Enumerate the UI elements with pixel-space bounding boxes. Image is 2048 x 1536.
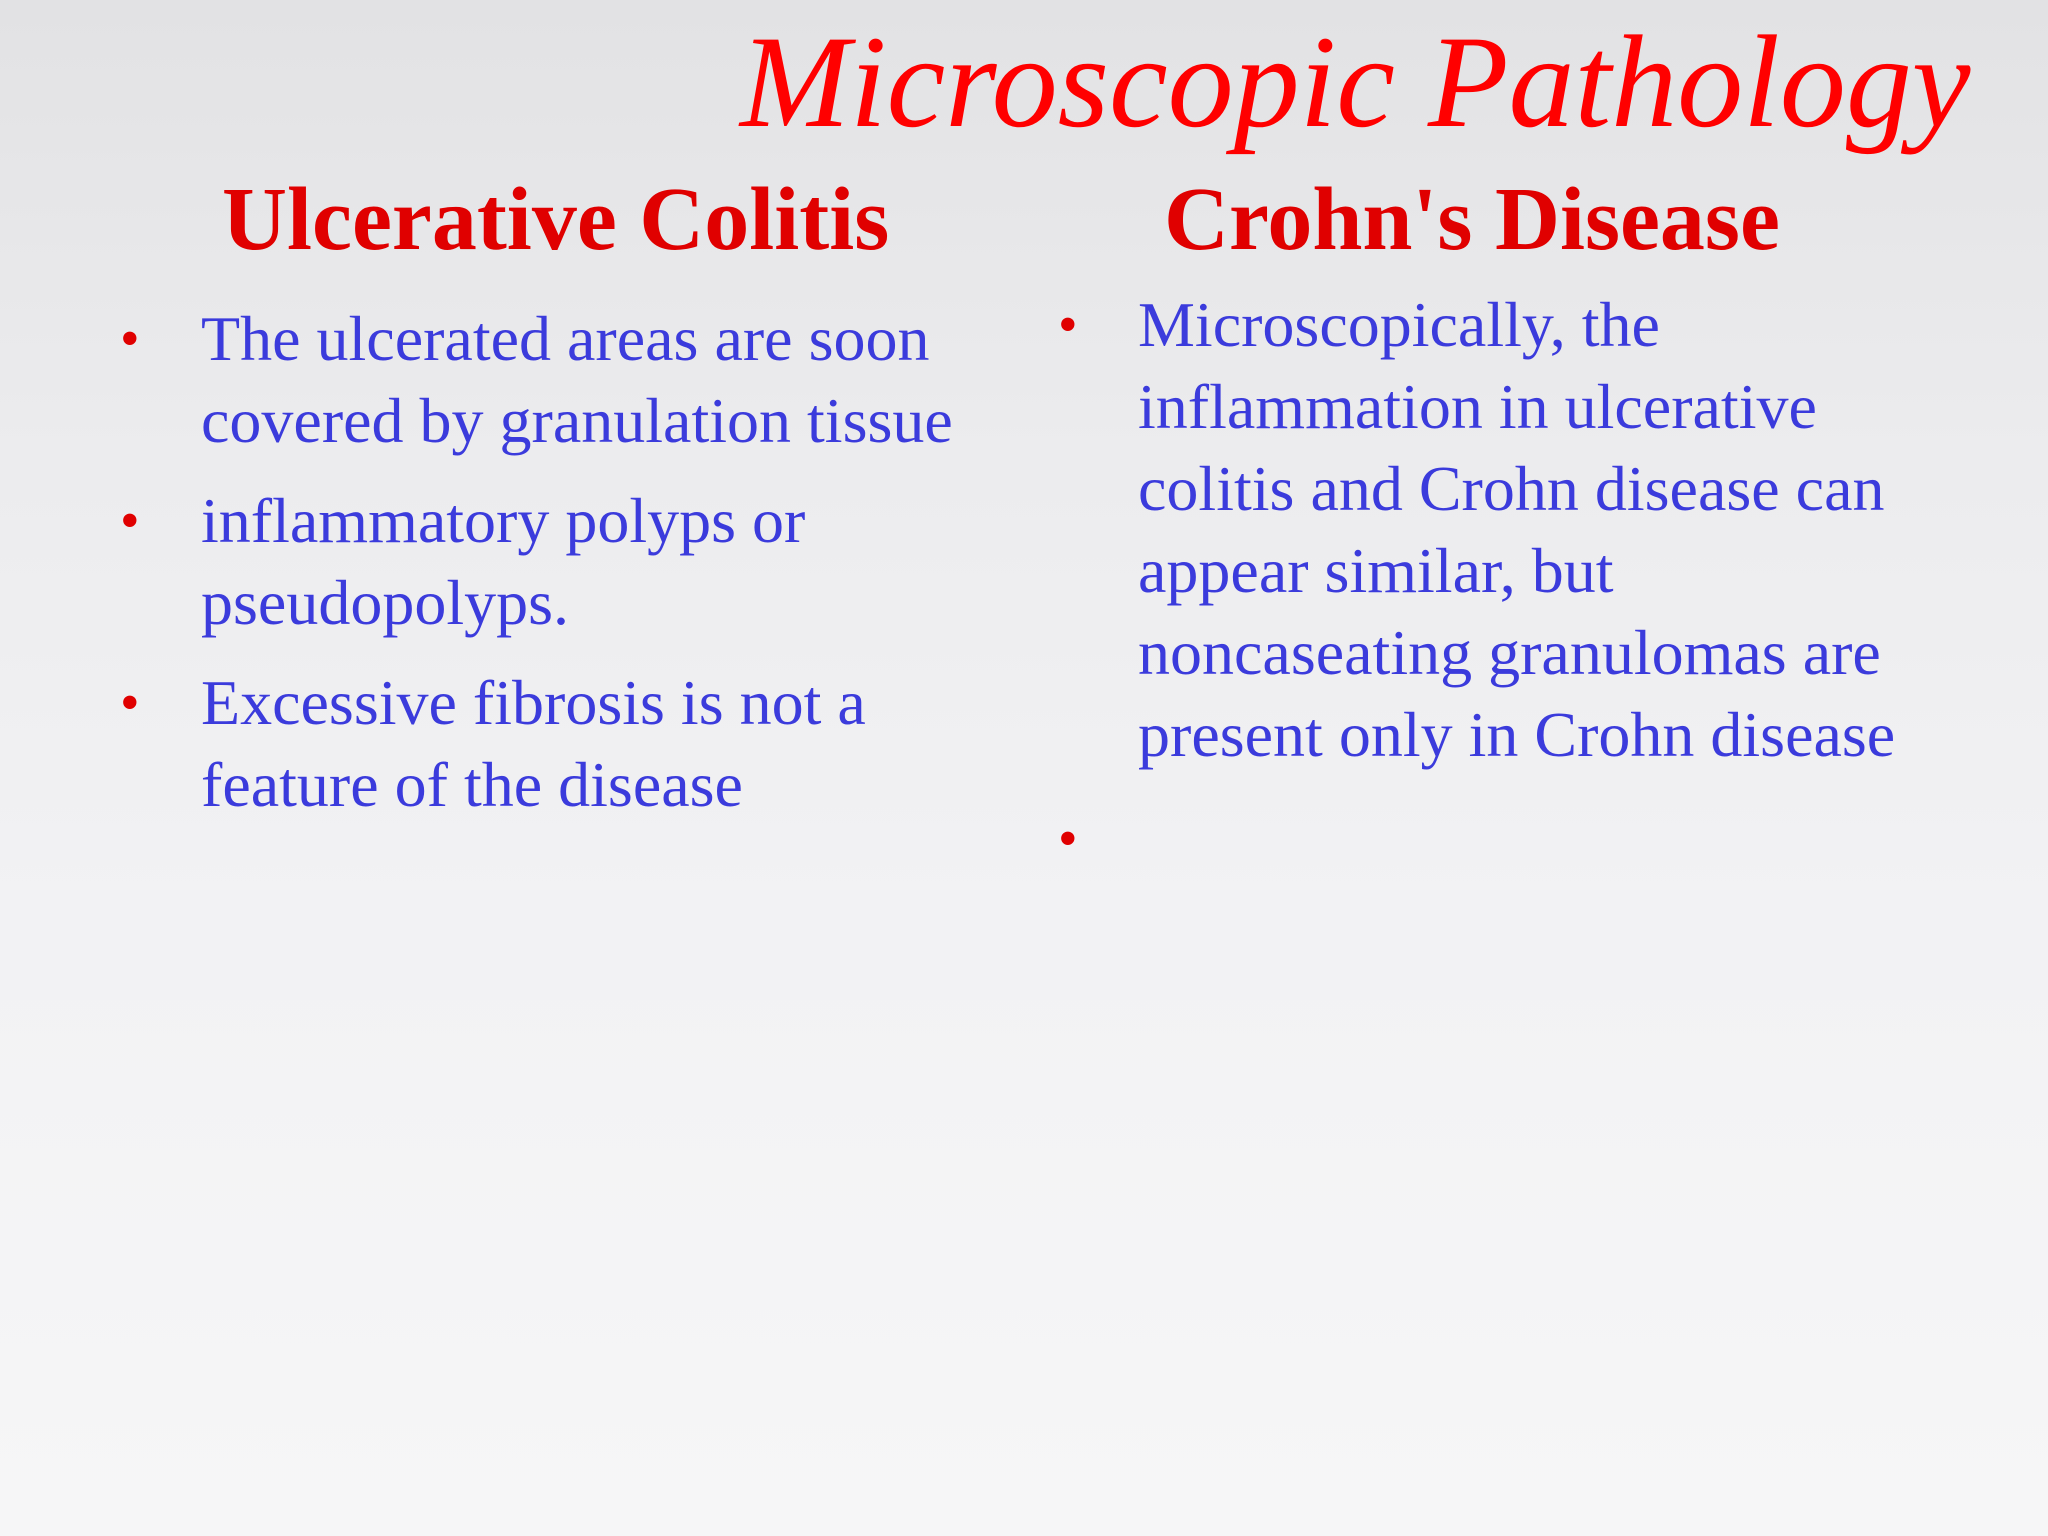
bullet-dot-icon: • <box>1058 808 1078 870</box>
slide-title: Microscopic Pathology <box>740 8 1971 155</box>
bullet-dot-icon: • <box>120 490 140 552</box>
bullet-item <box>1058 284 1958 776</box>
bullet-text: inflammatory polyps or pseudopolyps. <box>201 485 806 638</box>
bullet-text: Excessive fibrosis is not a feature of the disease <box>201 667 866 820</box>
bullet-item <box>120 298 1000 462</box>
crohns-disease-bullet-list <box>1058 284 1958 898</box>
bullet-item <box>120 662 1000 826</box>
crohns-disease-heading: Crohn's Disease <box>1164 170 1780 269</box>
bullet-text: Microscopically, the inflammation in ulcerative colitis and Crohn disease can appear similar, but noncaseating granulomas are present only in Crohn disease <box>1138 289 1896 770</box>
empty-bullet-item <box>1058 798 1958 880</box>
bullet-item <box>120 480 1000 644</box>
ulcerative-colitis-heading: Ulcerative Colitis <box>222 170 890 269</box>
bullet-dot-icon: • <box>120 672 140 734</box>
bullet-dot-icon: • <box>120 308 140 370</box>
ulcerative-colitis-bullet-list <box>120 298 1000 844</box>
bullet-text: The ulcerated areas are soon covered by granulation tissue <box>201 303 953 456</box>
bullet-dot-icon: • <box>1058 294 1078 356</box>
